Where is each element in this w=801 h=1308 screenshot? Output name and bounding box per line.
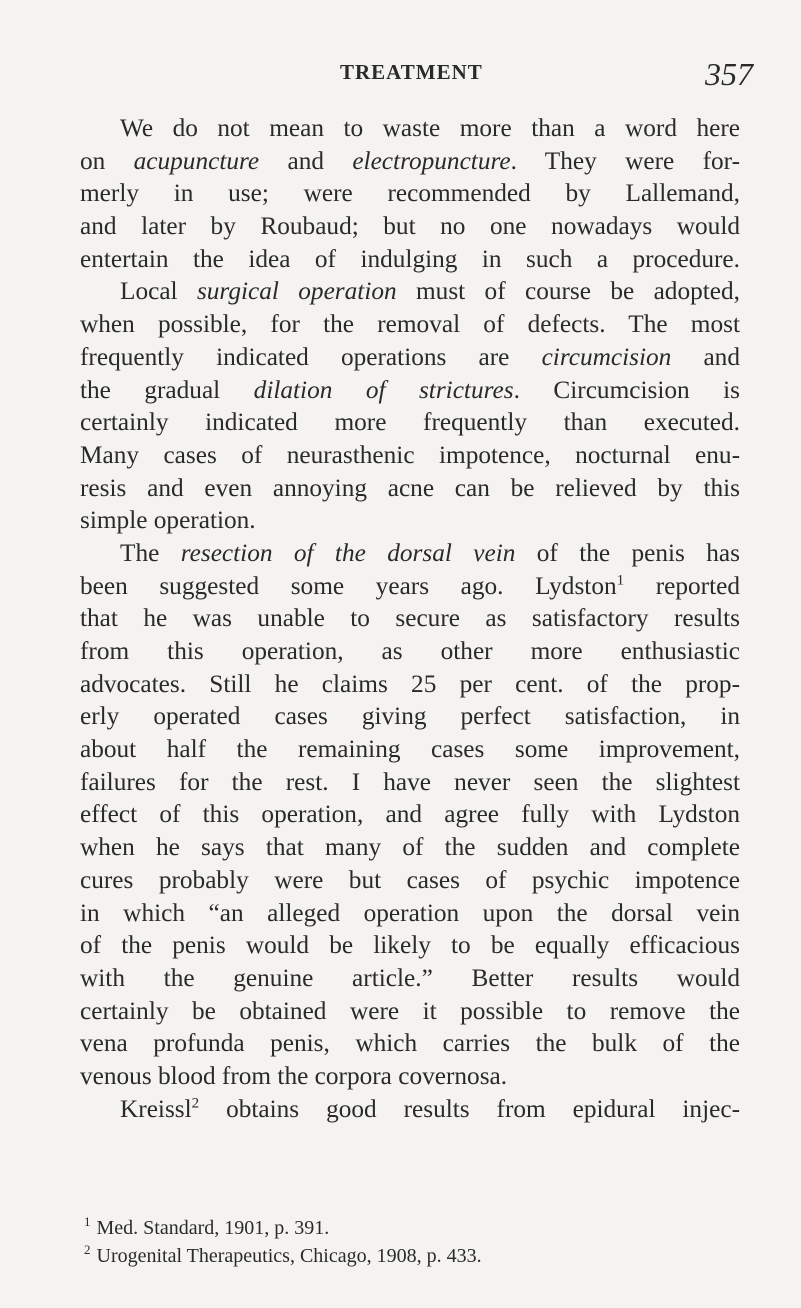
text-line: certainly be obtained were it possible to remove the xyxy=(80,996,740,1025)
text-line: in which “an alleged operation upon the dorsal vein xyxy=(80,898,740,927)
footnotes xyxy=(80,1214,740,1270)
footnote xyxy=(80,1242,740,1270)
text-line: failures for the rest. I have never seen the slightest xyxy=(80,767,740,796)
text-line: vena profunda penis, which carries the bulk of the xyxy=(80,1029,740,1058)
italic-term: surgical operation xyxy=(196,277,397,306)
text-line: been suggested some years ago. Lydston$^1$ reported xyxy=(80,571,740,600)
italic-term: resection of the dorsal vein xyxy=(180,538,516,567)
italic-term: circumcision xyxy=(541,342,672,371)
text-line: and later by Roubaud; but no one nowadays would xyxy=(80,212,740,241)
text-line: advocates. Still he claims 25 per cent. of the prop- xyxy=(80,669,740,698)
footnote-number: 1 xyxy=(84,1214,91,1230)
text-line: on acupuncture and electropuncture. They were for- xyxy=(80,146,740,175)
text-line: entertain the idea of indulging in such a procedure. xyxy=(80,244,740,273)
text-line: venous blood from the corpora covernosa. xyxy=(80,1061,508,1090)
italic-term: dilation of strictures xyxy=(253,375,514,404)
text-line: We do not mean to waste more than a word here xyxy=(120,114,740,142)
footnote-text: Urogenital Therapeutics, Chicago, 1908, p. 433. xyxy=(96,1245,482,1267)
footnote-number: 2 xyxy=(84,1242,91,1258)
text-line: the gradual dilation of strictures. Circumcision is xyxy=(80,375,740,404)
text-line: Kreissl$^2$ obtains good results from epidural injec- xyxy=(120,1094,740,1123)
italic-term: electropuncture xyxy=(352,146,511,175)
text-line: Local surgical operation must of course be adopted, xyxy=(120,277,740,306)
text-line: merly in use; were recommended by Lallemand, xyxy=(80,179,740,208)
text-line: Many cases of neurasthenic impotence, nocturnal enu- xyxy=(80,440,740,469)
text-line: cures probably were but cases of psychic impotence xyxy=(80,865,740,894)
footnote xyxy=(80,1214,740,1242)
running-head: TREATMENT xyxy=(340,60,483,84)
text-line: of the penis would be likely to be equally efficacious xyxy=(80,931,740,960)
text-line: about half the remaining cases some improvement, xyxy=(80,735,740,764)
text-line: erly operated cases giving perfect satisfaction, in xyxy=(80,702,740,731)
text-line: effect of this operation, and agree fully with Lydston xyxy=(80,800,740,829)
footnote-ref: 2 xyxy=(191,1095,200,1112)
text-line: with the genuine article.” Better results would xyxy=(80,963,740,992)
text-line: simple operation. xyxy=(80,506,256,535)
text-line: from this operation, as other more enthusiastic xyxy=(80,637,740,665)
text-line: when possible, for the removal of defects. The most xyxy=(80,310,740,339)
text-line: The resection of the dorsal vein of the penis has xyxy=(120,538,740,567)
text-line: certainly indicated more frequently than executed. xyxy=(80,408,740,437)
italic-term: acupuncture xyxy=(133,146,260,175)
text-line: resis and even annoying acne can be relieved by this xyxy=(80,473,740,502)
footnote-ref: 1 xyxy=(616,572,625,589)
page-number: 357 xyxy=(705,56,753,92)
text-line: frequently indicated operations are circumcision and xyxy=(80,342,740,371)
text-line: that he was unable to secure as satisfactory results xyxy=(80,604,740,633)
text-line: when he says that many of the sudden and complete xyxy=(80,833,740,862)
body-text xyxy=(80,112,740,1125)
footnote-text: Med. Standard, 1901, p. 391. xyxy=(96,1217,330,1239)
